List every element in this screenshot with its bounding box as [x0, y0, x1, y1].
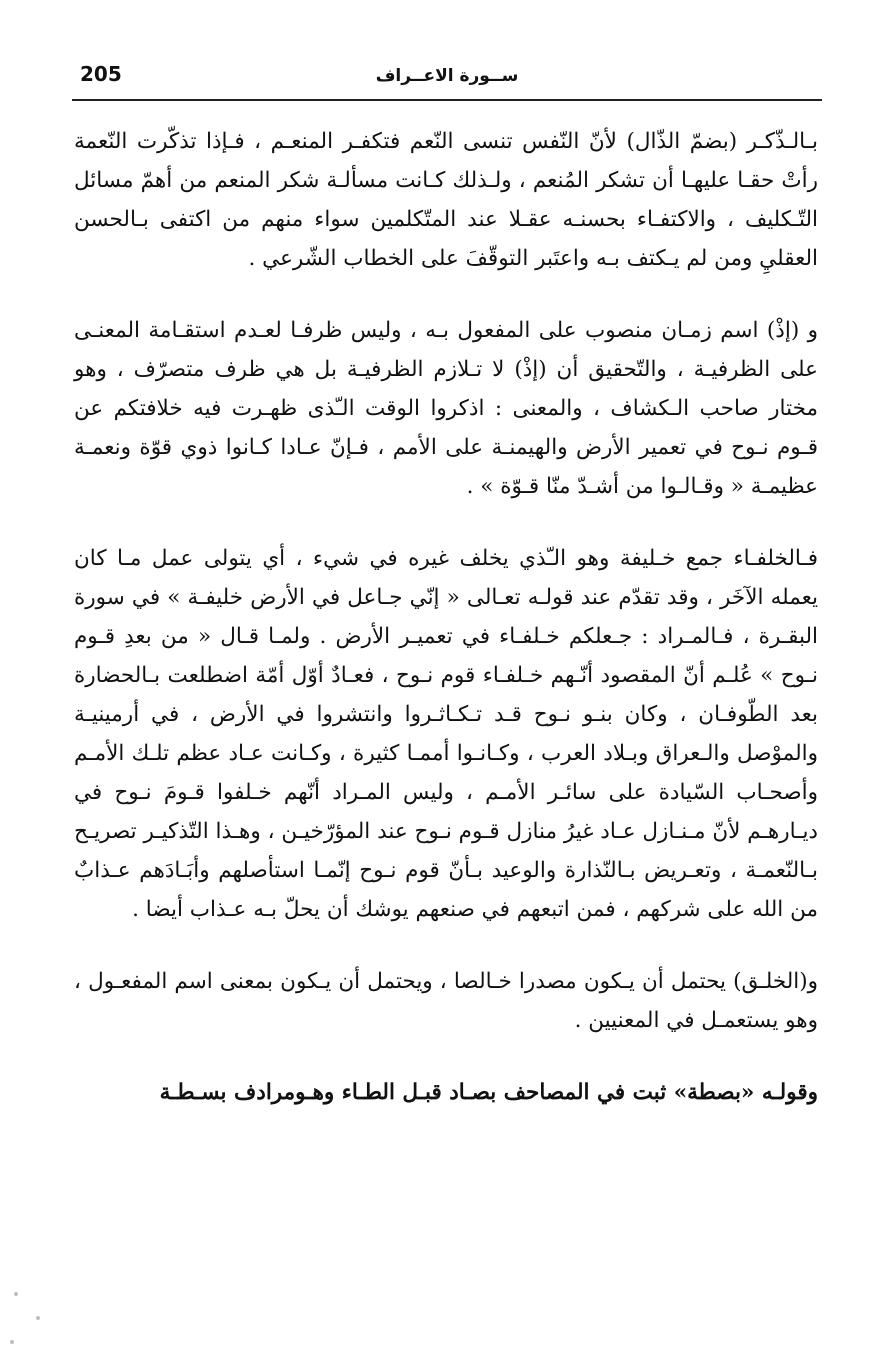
paragraph-5: وقولـه «بصطة» ثبت في المصاحف بصـاد قبـل الطـاء وهـومرادف بسـطـة	[159, 1080, 818, 1105]
paragraph-1: بـالـذّكـر (بضمّ الذّال) لأنّ النّفس تنسى النّعم فتكفـر المنعـم ، فـإذا تذكّرت النّعمة رأتْ حقـا عليهـا أن تشكر المُنعم ، ولـذلك كـانت مسألـة شكر المنعم من أهمّ مسائل التّـكليف ، والاكتفـاء بحسنـه عقـلا عند المتّكلمين سواء منهم من اكتفى بـالحسن العقليِ ومن لم يـكتف بـه واعتَبر التوقّفَ على الخطاب الشّرعي .	[74, 129, 818, 271]
page-header	[72, 58, 822, 104]
header-divider	[72, 99, 822, 101]
paragraph-4: و(الخلـق) يحتمل أن يـكون مصدرا خـالصا ، ويحتمل أن يـكون بمعنى اسم المفعـول ، وهو يستعمـل في المعنيين .	[74, 969, 818, 1033]
scan-speck	[14, 1292, 18, 1296]
page-body	[74, 122, 818, 1112]
page-number: 205	[80, 62, 122, 86]
paragraph-3: فـالخلفـاء جمع خـليفة وهو الـّذي يخلف غيره في شيء ، أي يتولى عمل مـا كان يعمله الآخَر ، وقد تقدّم عند قولـه تعـالى « إنّي جـاعل في الأرض خليفـة » في سورة البقـرة ، فـالمـراد : جـعلكم خـلفـاء في تعميـر الأرض . ولمـا قـال « من بعدِ قـوم نـوح » عُلـم أنّ المقصود أنّـهم خـلفـاء قوم نـوح ، فعـادٌ أوّل أمّة اضطلعت بـالحضارة بعد الطّوفـان ، وكان بنـو نـوح قـد تـكـاثـروا وانتشروا في الأرض ، في أرمينيـة والموْصل والـعراق وبـلاد العرب ، وكـانـوا أممـا كثيرة ، وكـانت عـاد عظم تلـك الأمـم وأصحـاب السّيادة على سائـر الأمـم ، وليس المـراد أنّهم خـلفوا قـومَ نـوح في ديـارهـم لأنّ مـنـازل عـاد غيرُ منازل قـوم نـوح عند المؤرّخيـن ، وهـذا التّذكيـر تصريـح بـالنّعمـة ، وتعـريض بـالنّذارة والوعيد بـأنّ قوم نـوح إنّمـا استأصلهم وأبَـادَهم عـذابٌ من الله على شركهم ، فمن اتبعهم في صنعهم يوشك أن يحلّ بـه عـذاب أيضا .	[74, 546, 818, 922]
scan-speck	[10, 1340, 14, 1344]
scan-speck	[36, 1316, 40, 1320]
running-title: ســورة الاعــراف	[375, 66, 519, 86]
paragraph-2: و (إذْ) اسم زمـان منصوب على المفعول بـه ، وليس ظرفـا لعـدم استقـامة المعنـى على الظرفيـة ، والتّحقيق أن (إذْ) لا تـلازم الظرفيـة بل هي ظرف متصرّف ، وهو مختار صاحب الـكشاف ، والمعنى : اذكروا الوقت الـّذى ظهـرت فيه خلافتكم عن قـوم نـوح في تعمير الأرض والهيمنـة على الأمم ، فـإنّ عـادا كـانوا ذوي قوّة ونعمـة عظيمـة « وقـالـوا من أشـدّ منّا قـوّة » .	[74, 318, 818, 499]
